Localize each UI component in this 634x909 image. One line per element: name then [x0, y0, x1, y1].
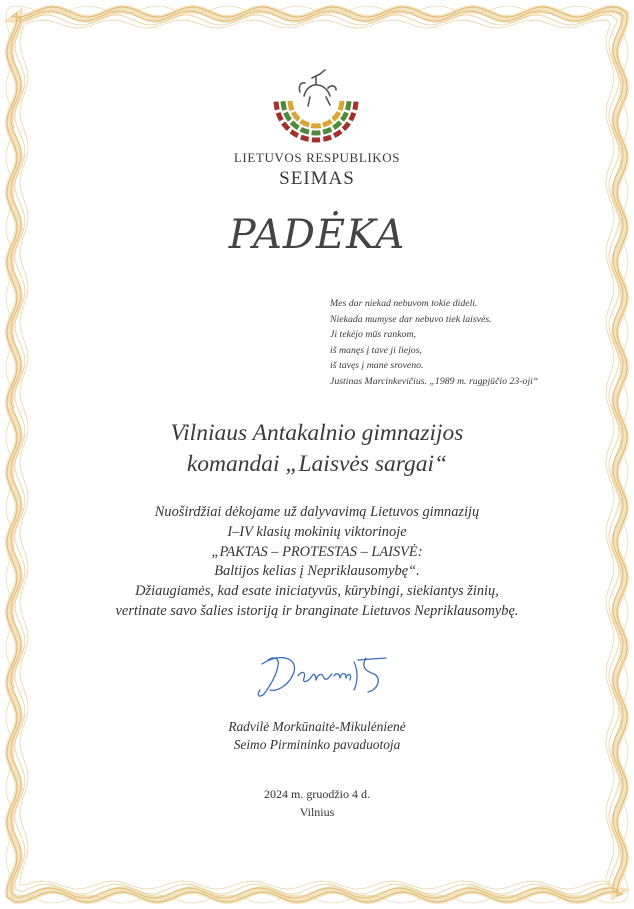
emblem-arc-segment	[351, 113, 354, 121]
emblem-arc-segment	[283, 101, 285, 110]
poem-line: Mes dar niekad nebuvom tokie dideli.	[330, 298, 478, 309]
emblem-arc-segment	[291, 131, 298, 135]
poem-line: iš tavęs į mane sroveno.	[330, 360, 424, 372]
body-line: Baltijos kelias į Nepriklausomybę“.	[214, 563, 420, 580]
signature-icon	[250, 642, 400, 704]
emblem-arc-segment	[290, 101, 292, 110]
emblem-arc-segment	[283, 123, 288, 129]
emblem-arc-segment	[333, 112, 339, 120]
recipient-block	[0, 418, 634, 480]
seimas-emblem-icon	[270, 66, 362, 144]
emblem-arc-segment	[340, 101, 342, 110]
issue-date: 2024 m. gruodžio 4 d.	[264, 787, 370, 801]
emblem-arc-segment	[301, 129, 309, 132]
poem-line: Ji tekėjo mūs rankom,	[330, 329, 416, 341]
certificate-title: PADĖKA	[228, 212, 406, 258]
signer-name: Radvilė Morkūnaitė-Mikulėnienė	[228, 719, 406, 734]
emblem-arc-segment	[343, 123, 348, 129]
poem-attribution: Justinas Marcinkevičius. „1989 m. rugpjūčio 23-oji“	[330, 375, 539, 387]
emblem-arc-segment	[347, 101, 349, 110]
issue-place: Vilnius	[299, 805, 335, 819]
emblem-arc-segment	[334, 131, 341, 135]
appreciation-text	[0, 503, 634, 622]
body-line: Nuoširdžiai dėkojame už dalyvavimą Lietuvos gimnazijų	[154, 504, 480, 520]
poem-line: Niekada mumyse dar nebuvo tiek laisvės.	[330, 313, 492, 325]
emblem-arc-segment	[323, 137, 331, 139]
body-line: vertinate savo šalies istoriją ir branginate Lietuvos Nepriklausomybę.	[115, 602, 519, 619]
emblem-arc-segment	[278, 113, 281, 121]
emblem-arc-segment	[323, 129, 331, 132]
recipient-line2: komandai „Laisvės sargai“	[186, 451, 448, 477]
signer-block	[0, 718, 634, 754]
body-line: „PAKTAS – PROTESTAS – LAISVĖ:	[211, 543, 423, 560]
date-place-block	[0, 785, 634, 821]
emblem-arc-segment	[292, 122, 299, 128]
body-line: Džiaugiamės, kad esate iniciatyvūs, kūrybingi, siekiantys žinių,	[135, 583, 499, 600]
emblem-arc-segment	[276, 102, 277, 110]
poem-line: iš manęs į tave ji liejos,	[330, 344, 422, 356]
emblem-arc-segment	[355, 102, 356, 110]
body-line: I–IV klasių mokinių viktorinoje	[227, 523, 407, 540]
organization-line2: SEIMAS	[279, 168, 355, 189]
organization-line1: LIETUVOS RESPUBLIKOS	[233, 150, 401, 165]
emblem-arc-segment	[323, 121, 332, 125]
emblem-arc-segment	[334, 122, 341, 128]
emblem-arc-segment	[301, 137, 309, 139]
emblem-arc-segment	[342, 113, 346, 121]
signer-position: Seimo Pirmininko pavaduotoja	[233, 737, 401, 752]
poem-quote	[330, 296, 610, 390]
emblem-arc-segment	[293, 112, 299, 120]
emblem-arc-segment	[286, 113, 290, 121]
emblem-arc-segment	[301, 121, 310, 125]
recipient-line1: Vilniaus Antakalnio gimnazijos	[170, 420, 464, 446]
